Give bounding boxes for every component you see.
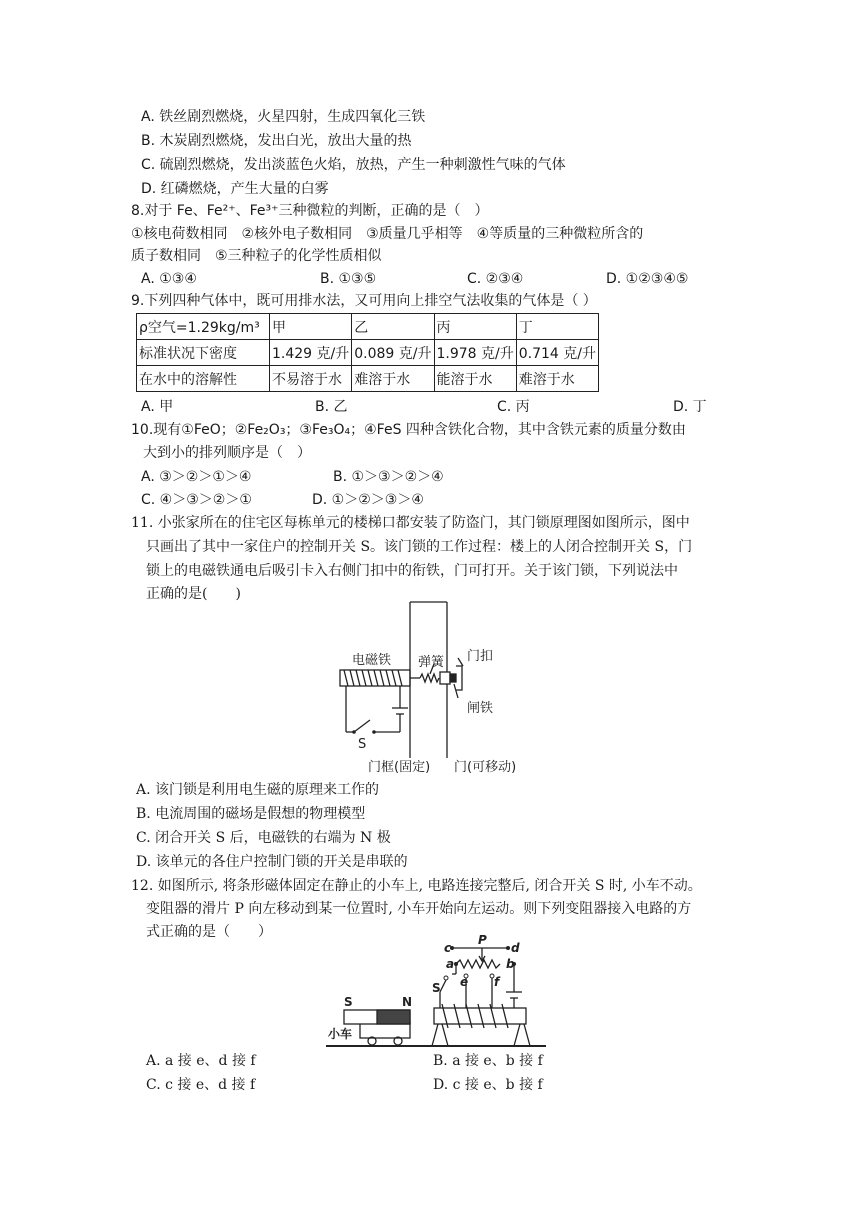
table-row xyxy=(137,314,599,340)
label-bolt: 闸铁 xyxy=(467,701,494,716)
q12-line1: 12. 如图所示, 将条形磁体固定在静止的小车上, 电路连接完整后, 闭合开关 S 时, 小车不动。 xyxy=(131,878,702,894)
q11-option-c: C. 闭合开关 S 后，电磁铁的右端为 N 极 xyxy=(136,830,391,846)
table-cell: 不易溶于水 xyxy=(270,366,352,392)
q11-line2: 只画出了其中一家住户的控制开关 S。该门锁的工作过程：楼上的人闭合控制开关 S，门 xyxy=(146,539,693,555)
label-c: c xyxy=(444,941,452,955)
table-cell: 0.714 克/升 xyxy=(516,340,598,366)
q12-option-c: C. c 接 e、d 接 f xyxy=(146,1077,256,1093)
q11-line1: 11. 小张家所在的住宅区每栋单元的楼梯口都安装了防盗门，其门锁原理图如图所示，图中 xyxy=(131,515,690,531)
q8-option-b: B. ①③⑤ xyxy=(320,271,377,287)
q11-line4: 正确的是( ) xyxy=(146,586,241,602)
q10-line2: 大到小的排列顺序是（ ） xyxy=(143,445,311,461)
table-cell: 难溶于水 xyxy=(352,366,434,392)
table-cell: 甲 xyxy=(270,314,352,340)
q11-option-a: A. 该门锁是利用电生磁的原理来工作的 xyxy=(136,782,380,798)
label-s-pole: S xyxy=(344,995,353,1009)
label-f: f xyxy=(494,975,500,989)
label-spring: 弹簧 xyxy=(418,655,445,670)
table-cell: 难溶于水 xyxy=(516,366,598,392)
label-n-pole: N xyxy=(402,995,413,1009)
q10-option-d: D. ①＞②＞③＞④ xyxy=(312,492,424,508)
q8-option-d: D. ①②③④⑤ xyxy=(606,271,689,287)
table-cell: 乙 xyxy=(352,314,434,340)
label-p: P xyxy=(478,934,487,947)
q8-option-a: A. ①③④ xyxy=(141,271,197,287)
label-a: a xyxy=(446,957,455,971)
q7-option-a: A. 铁丝剧烈燃烧，火星四射，生成四氧化三铁 xyxy=(141,109,426,125)
table-cell: 丁 xyxy=(516,314,598,340)
label-switch: S xyxy=(358,737,367,752)
q8-option-c: C. ②③④ xyxy=(467,271,524,287)
q9-option-a: A. 甲 xyxy=(141,399,174,415)
table-cell: 在水中的溶解性 xyxy=(137,366,270,392)
q9-option-c: C. 丙 xyxy=(497,399,530,415)
car-magnet-diagram xyxy=(320,934,550,1054)
table-cell: 1.429 克/升 xyxy=(270,340,352,366)
q10-option-b: B. ①＞③＞②＞④ xyxy=(333,469,444,485)
q10-stem: 10.现有①FeO；②Fe₂O₃；③Fe₃O₄；④FeS 四种含铁化合物，其中含铁元素的质量分数由 xyxy=(131,422,686,438)
q12-option-b: B. a 接 e、b 接 f xyxy=(433,1053,543,1069)
table-cell: 标准状况下密度 xyxy=(137,340,270,366)
label-d: d xyxy=(511,941,520,955)
q8-line2: ①核电荷数相同 ②核外电子数相同 ③质量几乎相等 ④等质量的三种微粒所含的 xyxy=(131,226,644,242)
table-row xyxy=(137,366,599,392)
q9-option-b: B. 乙 xyxy=(315,399,348,415)
q11-option-b: B. 电流周围的磁场是假想的物理模型 xyxy=(136,806,366,822)
q10-option-c: C. ④＞③＞②＞① xyxy=(141,492,252,508)
q9-option-d: D. 丁 xyxy=(673,399,707,415)
q8-line3: 质子数相同 ⑤三种粒子的化学性质相似 xyxy=(131,248,382,264)
q12-option-a: A. a 接 e、d 接 f xyxy=(146,1053,256,1069)
table-cell: 丙 xyxy=(434,314,516,340)
label-switch-s: S xyxy=(432,981,441,995)
q9-stem: 9.下列四种气体中，既可用排水法，又可用向上排空气法收集的气体是（ ） xyxy=(131,293,597,309)
q12-line3: 式正确的是（ ） xyxy=(146,924,272,940)
q11-option-d: D. 该单元的各住户控制门锁的开关是串联的 xyxy=(136,854,408,870)
q10-option-a: A. ③＞②＞①＞④ xyxy=(141,469,252,485)
gas-table xyxy=(136,313,599,392)
table-cell: 能溶于水 xyxy=(434,366,516,392)
door-lock-diagram xyxy=(330,598,530,778)
label-latch: 门扣 xyxy=(467,649,494,664)
label-door: 门(可移动) xyxy=(454,760,517,775)
q7-option-b: B. 木炭剧烈燃烧，发出白光，放出大量的热 xyxy=(141,133,412,149)
table-cell: 0.089 克/升 xyxy=(352,340,434,366)
q12-line2: 变阻器的滑片 P 向左移动到某一位置时, 小车开始向左运动。则下列变阻器接入电路的方 xyxy=(146,901,692,917)
q7-option-c: C. 硫剧烈燃烧，发出淡蓝色火焰，放热，产生一种刺激性气味的气体 xyxy=(141,157,566,173)
q8-stem: 8.对于 Fe、Fe²⁺、Fe³⁺三种微粒的判断，正确的是（ ） xyxy=(131,203,489,219)
table-cell: ρ空气=1.29kg/m³ xyxy=(137,314,270,340)
label-b: b xyxy=(506,957,515,971)
table-cell: 1.978 克/升 xyxy=(434,340,516,366)
q12-option-d: D. c 接 e、b 接 f xyxy=(433,1077,543,1093)
q11-line3: 锁上的电磁铁通电后吸引卡入右侧门扣中的衔铁，门可打开。关于该门锁，下列说法中 xyxy=(146,563,678,579)
label-car: 小车 xyxy=(328,1027,353,1041)
table-row xyxy=(137,340,599,366)
label-frame: 门框(固定) xyxy=(368,760,431,775)
label-electromagnet: 电磁铁 xyxy=(352,653,392,668)
q7-option-d: D. 红磷燃烧，产生大量的白雾 xyxy=(141,181,329,197)
label-e: e xyxy=(460,975,469,989)
